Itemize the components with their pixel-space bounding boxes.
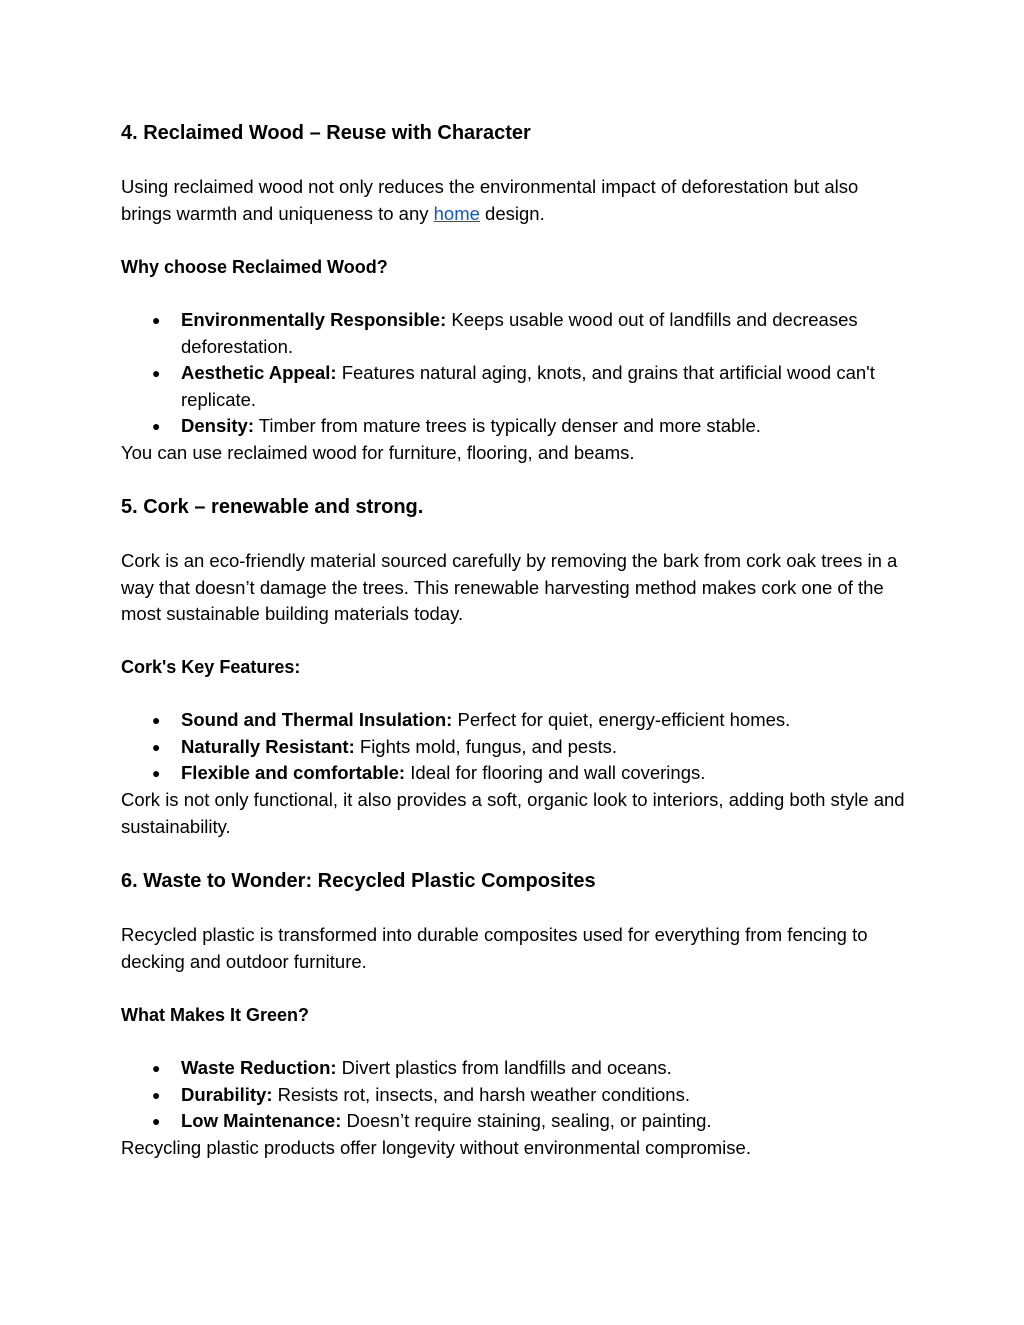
item-text: Resists rot, insects, and harsh weather conditions.: [272, 1083, 690, 1105]
item-label: Naturally Resistant:: [181, 735, 355, 757]
intro-text: Using reclaimed wood not only reduces the environmental impact of deforestation but also brings warmth and uniqueness to any: [121, 176, 859, 224]
item-label: Flexible and comfortable:: [181, 762, 406, 784]
section-heading: 5. Cork – renewable and strong.: [121, 496, 424, 518]
section-closing: You can use reclaimed wood for furniture, flooring, and beams.: [121, 442, 635, 463]
bullet-list: [121, 307, 911, 440]
list-item: [121, 760, 911, 787]
section-heading: 6. Waste to Wonder: Recycled Plastic Composites: [121, 870, 596, 892]
bullet-icon: ●: [152, 738, 161, 755]
bullet-list: [121, 1055, 911, 1135]
item-text: Divert plastics from landfills and oceans.: [336, 1057, 672, 1078]
bullet-icon: ●: [152, 312, 161, 328]
section-subheading: What Makes It Green?: [121, 1005, 310, 1025]
section-heading: 4. Reclaimed Wood – Reuse with Character: [121, 122, 531, 144]
bullet-icon: ●: [152, 1113, 161, 1130]
section-intro: [121, 174, 911, 227]
section-intro: Recycled plastic is transformed into durable composites used for everything from fencing to decking and outdoor furniture.: [121, 924, 868, 972]
list-item: [121, 734, 911, 761]
item-text: Keeps usable wood out of landfills and decreases deforestation.: [181, 309, 858, 357]
bullet-icon: ●: [152, 765, 161, 782]
item-text: Fights mold, fungus, and pests.: [354, 735, 617, 757]
bullet-icon: ●: [152, 1060, 161, 1076]
section-intro: Cork is an eco-friendly material sourced carefully by removing the bark from cork oak trees in a way that doesn’t damage the trees. This renewable harvesting method makes cork one of the most sustainable building materials today.: [121, 550, 898, 625]
item-label: Sound and Thermal Insulation:: [181, 709, 453, 730]
intro-text-end: design.: [479, 202, 545, 224]
section-closing: Recycling plastic products offer longevity without environmental compromise.: [121, 1137, 751, 1158]
list-item: [121, 1082, 911, 1109]
item-label: Aesthetic Appeal:: [181, 362, 337, 384]
item-text: Ideal for flooring and wall coverings.: [405, 762, 706, 784]
section-subheading: Why choose Reclaimed Wood?: [121, 257, 388, 277]
item-label: Density:: [181, 415, 254, 437]
item-label: Low Maintenance:: [181, 1110, 342, 1132]
section-closing: Cork is not only functional, it also provides a soft, organic look to interiors, adding both style and sustainability.: [121, 789, 905, 837]
item-text: Features natural aging, knots, and grains that artificial wood can't replicate.: [181, 362, 875, 410]
item-label: Environmentally Responsible:: [181, 309, 447, 330]
bullet-list: [121, 707, 911, 787]
bullet-icon: ●: [152, 1086, 161, 1103]
item-label: Waste Reduction:: [181, 1057, 337, 1078]
section-subheading: Cork's Key Features:: [121, 657, 301, 677]
bullet-icon: ●: [152, 712, 161, 728]
list-item: [121, 1108, 911, 1135]
list-item: [121, 360, 911, 413]
item-label: Durability:: [181, 1083, 273, 1105]
list-item: [121, 413, 911, 440]
bullet-icon: ●: [152, 418, 161, 435]
list-item: [121, 1055, 911, 1082]
item-text: Timber from mature trees is typically denser and more stable.: [254, 415, 761, 437]
item-text: Perfect for quiet, energy-efficient homes.: [452, 709, 791, 730]
list-item: [121, 707, 911, 734]
home-link[interactable]: home: [433, 202, 480, 224]
item-text: Doesn’t require staining, sealing, or painting.: [341, 1110, 712, 1132]
bullet-icon: ●: [152, 365, 161, 382]
list-item: [121, 307, 911, 360]
